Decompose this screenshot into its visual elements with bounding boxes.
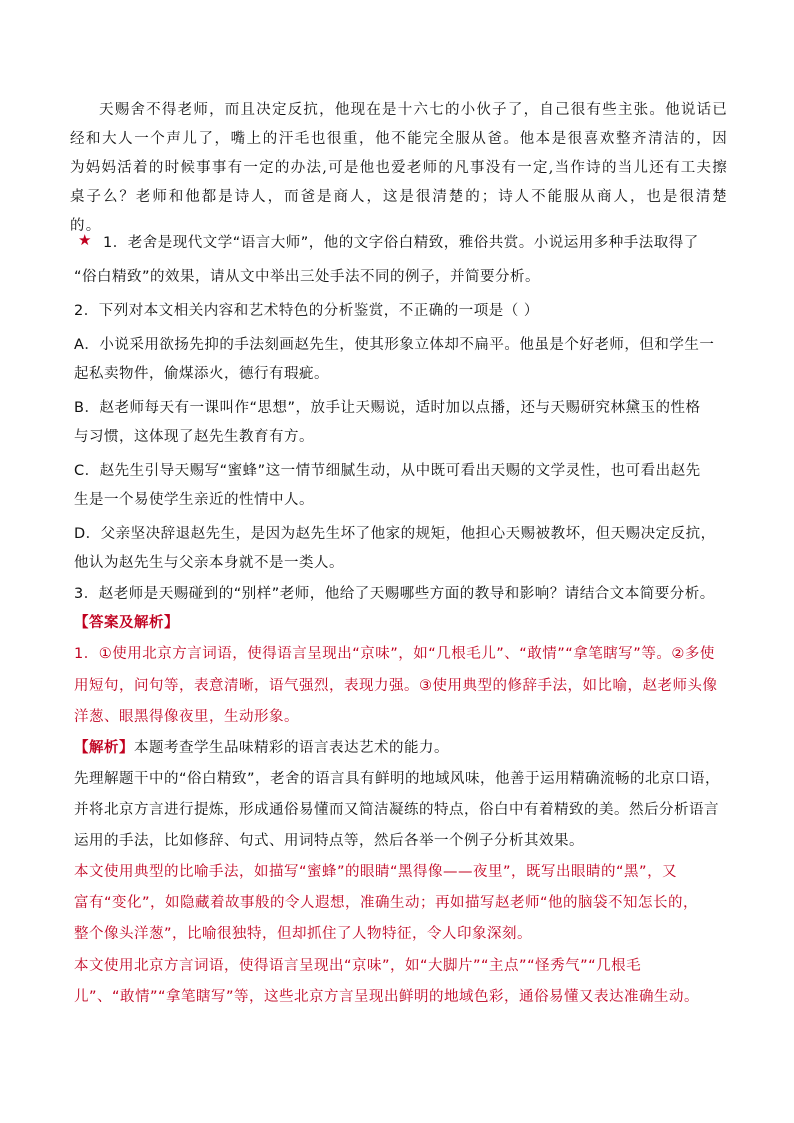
option-d-line-2: 他认为赵先生与父亲本身就不是一类人。	[74, 555, 344, 571]
passage-paragraph: 天赐舍不得老师，而且决定反抗，他现在是十六七的小伙子了，自己很有些主张。他说话已经和大人一个声儿了，嘴上的汗毛也很重，他不能完全服从爸。他本是很喜欢整齐清洁的，因为妈妈活着的时候事事有一定的办法,可是他也爱老师的凡事没有一定,当作诗的当儿还有工夫擦桌子么？老师和他都是诗人，而爸是商人，这是很清楚的；诗人不能服从商人，也是很清楚的。	[70, 102, 728, 234]
analysis-p1-line-2: 并将北京方言进行提炼，形成通俗易懂而又简洁凝练的特点，俗白中有着精致的美。然后分析语言	[74, 802, 719, 818]
answer-heading: 【答案及解析】	[74, 615, 179, 631]
analysis-label: 【解析】	[74, 740, 134, 756]
analysis-p3-line-2: 儿”、“敢情”“拿笔瞎写”等，这些北京方言呈现出鲜明的地域色彩，通俗易懂又表达准确生动。	[74, 989, 700, 1005]
option-b-line-2: 与习惯，这体现了赵先生教育有方。	[74, 429, 314, 445]
analysis-p2-line-2: 富有“变化”，如隐藏着故事般的令人遐想，准确生动；再如描写赵老师“他的脑袋不知怎长的，	[74, 895, 699, 911]
question-1-line-1: 1．老舍是现代文学“语言大师”，他的文字俗白精致，雅俗共赏。小说运用多种手法取得了	[103, 235, 699, 251]
option-c-line-2: 生是一个易使学生亲近的性情中人。	[74, 492, 314, 508]
answer-1-line-1: 1．①使用北京方言词语，使得语言呈现出“京味”，如“几根毛儿”、“敢情”“拿笔瞎写”等。②多使	[74, 646, 715, 662]
analysis-intro-text: 本题考查学生品味精彩的语言表达艺术的能力。	[134, 740, 449, 756]
question-2: 2．下列对本文相关内容和艺术特色的分析鉴赏，不正确的一项是（ ）	[74, 303, 539, 319]
answer-1-line-2: 用短句，问句等，表意清晰，语气强烈，表现力强。③使用典型的修辞手法，如比喻，赵老师头像	[74, 678, 718, 694]
analysis-p1-line-1: 先理解题干中的“俗白精致”，老舍的语言具有鲜明的地域风味，他善于运用精确流畅的北京口语，	[74, 771, 721, 787]
option-d-line-1: D．父亲坚决辞退赵先生，是因为赵先生坏了他家的规矩，他担心天赐被教坏，但天赐决定反抗，	[74, 526, 716, 542]
answer-1-line-3: 洋葱、眼黑得像夜里，生动形象。	[74, 709, 299, 725]
analysis-intro	[74, 738, 734, 758]
analysis-p2-line-1: 本文使用典型的比喻手法，如描写“蜜蜂”的眼睛“黑得像——夜里”，既写出眼睛的“黑”，又	[74, 864, 678, 880]
option-a-line-2: 起私卖物件，偷煤添火，德行有瑕疵。	[74, 366, 329, 382]
reading-passage	[70, 96, 728, 241]
option-a-line-1: A．小说采用欲扬先抑的手法刻画赵先生，使其形象立体却不扁平。他虽是个好老师，但和学生一	[74, 337, 715, 353]
question-1-line-2: “俗白精致”的效果，请从文中举出三处手法不同的例子，并简要分析。	[74, 269, 541, 285]
star-icon: ★	[78, 231, 92, 249]
question-3: 3．赵老师是天赐碰到的“别样”老师，他给了天赐哪些方面的教导和影响？请结合文本简要分析。	[74, 586, 715, 602]
option-b-line-1: B．赵老师每天有一课叫作“思想”，放手让天赐说，适时加以点播，还与天赐研究林黛玉的性格	[74, 400, 701, 416]
option-c-line-1: C．赵先生引导天赐写“蜜蜂”这一情节细腻生动，从中既可看出天赐的文学灵性，也可看出赵先	[74, 463, 701, 479]
analysis-p1-line-3: 运用的手法，比如修辞、句式、用词特点等，然后各举一个例子分析其效果。	[74, 833, 584, 849]
analysis-p2-line-3: 整个像头洋葱”，比喻很独特，但却抓住了人物特征，令人印象深刻。	[74, 926, 533, 942]
analysis-p3-line-1: 本文使用北京方言词语，使得语言呈现出“京味”，如“大脚片”“主点”“怪秀气”“几根毛	[74, 958, 642, 974]
